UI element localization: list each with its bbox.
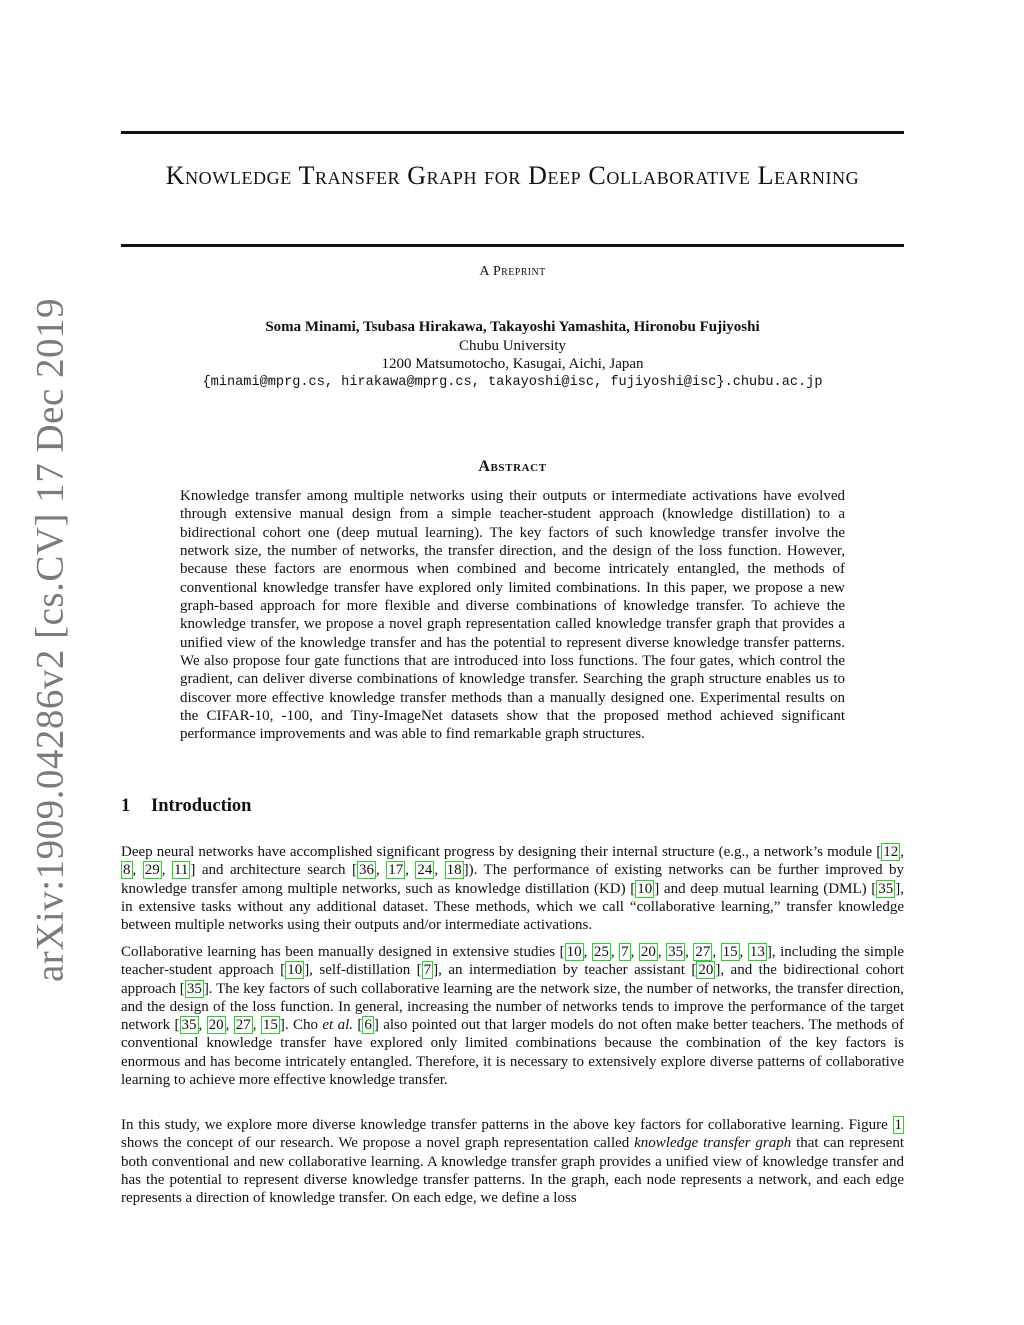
text-run: ], and the bidirectional cohort approach [ bbox=[121, 962, 904, 997]
citation-link[interactable]: 10 bbox=[566, 944, 582, 960]
citation-link[interactable]: 7 bbox=[621, 944, 629, 960]
address: 1200 Matsumotocho, Kasugai, Aichi, Japan bbox=[381, 356, 644, 372]
text-run: that can represent both conventional and new collaborative learning. A knowledge transfer graph provides a unified view of knowledge transfer and has the potential to represent diverse knowledge transfer patterns. In the graph, each node represents a network, and each edge represents a direction of knowledge transfer. On each edge, we define a loss bbox=[121, 1135, 904, 1207]
citation-link[interactable]: 35 bbox=[668, 944, 684, 960]
intro-paragraph-2: Collaborative learning has been manually designed in extensive studies [ 10 , 25 , 7 , 20 , 35 , 27 , 15 , 13 ], including the simple teacher-student approach [ 10 ], self-distillation [ 7 ], an intermediation by teacher assistant [ 20 ], and the bidirectional cohort approach [ 35 ]. The key factors of such collaborative learning are the network size, the number of networks, the transfer direction, and the design of the loss function. In general, increasing the number of networks tends to improve the performance of the target network [ 35 , 20 , 27 , 15 ]. Cho et al. [ 6 ] also pointed out that larger models do not often make better teachers. The methods of conventional knowledge transfer have explored only limited combinations because the combination of the key factors is enormous and has become intricately entangled. Therefore, it is necessary to extensively explore diverse patterns of collaborative learning to achieve more effective knowledge transfer. bbox=[121, 944, 905, 1089]
citation-link[interactable]: 27 bbox=[235, 1017, 251, 1034]
arxiv-identifier-stamp: arXiv:1909.04286v2 [cs.CV] 17 Dec 2019 bbox=[28, 297, 72, 983]
citation-link[interactable]: 13 bbox=[749, 944, 765, 960]
text-run: ] and architecture search [ bbox=[190, 862, 357, 879]
intro-paragraph-1: Deep neural networks have accomplished significant progress by designing their internal structure (e.g., a network’s module [ 12 , 8 , 29 , 11 ] and architecture search [ 36 , 17 , 24 , 18 ]). The performance of existing networks can be further improved by knowledge transfer among multiple networks, such as knowledge distillation (KD) [ 10 ] and deep mutual learning (DML) [ 35 ], in extensive tasks without any additional dataset. These methods, which we call “collaborative learning,” transfer knowledge between multiple networks using their outputs and/or intermediate activations. bbox=[121, 844, 905, 934]
citation-link[interactable]: 25 bbox=[593, 944, 609, 960]
text-run: ]. The key factors of such collaborative learning are the network size, the number of networks, the transfer direction, and the design of the loss function. In general, increasing the number of networks tends to improve the performance of the target network [ bbox=[121, 980, 904, 1034]
citation-link[interactable]: 8 bbox=[123, 862, 131, 879]
citation-link[interactable]: 36 bbox=[358, 862, 374, 879]
citation-link[interactable]: 17 bbox=[388, 862, 404, 879]
abstract-body: Knowledge transfer among multiple networks using their outputs or intermediate activations have evolved through extensive manual design from a simple teacher-student approach (knowledge distillation) to a bidirectional cohort one (deep mutual learning). The key factors of such knowledge transfer involve the network size, the number of networks, the transfer direction, and the design of the loss function. However, because these factors are enormous when combined and become intricately entangled, the methods of conventional knowledge transfer have explored only limited combinations. In this paper, we propose a new graph-based approach for more flexible and diverse combinations of knowledge transfer. To achieve the knowledge transfer, we propose a novel graph representation called knowledge transfer graph that provides a unified view of the knowledge transfer and has the potential to represent diverse knowledge transfer patterns. We also propose four gate functions that are introduced into loss functions. The four gates, which control the gradient, can deliver diverse combinations of knowledge transfer. Searching the graph structure enables us to discover more effective knowledge transfer methods than a manually designed one. Experimental results on the CIFAR-10, -100, and Tiny-ImageNet datasets show that the proposed method achieved significant performance improvements and was able to find remarkable graph structures. bbox=[180, 488, 845, 743]
text-run: [ bbox=[352, 1017, 363, 1034]
text-run: ]). The performance of existing networks can be further improved by knowledge transfer among multiple networks, such as knowledge distillation (KD) [ bbox=[121, 862, 905, 897]
affiliation: Chubu University bbox=[458, 337, 567, 354]
citation-link[interactable]: 29 bbox=[144, 862, 160, 879]
citation-link[interactable]: 24 bbox=[417, 862, 433, 879]
paper-title: Knowledge Transfer Graph for Deep Collaborative Learning bbox=[165, 161, 860, 190]
citation-link[interactable]: 15 bbox=[262, 1017, 278, 1034]
text-run: ], in extensive tasks without any additional dataset. These methods, which we call “collaborative learning,” transfer knowledge between multiple networks using their outputs and/or intermediate activations. bbox=[121, 880, 905, 934]
text-run: ]. Cho bbox=[279, 1017, 323, 1034]
emphasis-term: knowledge transfer graph bbox=[634, 1135, 792, 1152]
citation-link[interactable]: 27 bbox=[695, 944, 711, 960]
section-heading-introduction bbox=[121, 796, 251, 817]
text-run: ] and deep mutual learning (DML) [ bbox=[654, 880, 877, 897]
text-run: ], an intermediation by teacher assistant [ bbox=[433, 962, 697, 979]
preprint-label: A Preprint bbox=[479, 264, 546, 279]
text-run: ], self-distillation [ bbox=[304, 962, 422, 979]
citation-link[interactable]: 20 bbox=[698, 962, 714, 979]
figure-link[interactable]: 1 bbox=[894, 1117, 902, 1133]
text-run: shows the concept of our research. We propose a novel graph representation called bbox=[121, 1135, 635, 1152]
author-block bbox=[121, 318, 904, 392]
citation-link[interactable]: 15 bbox=[722, 944, 738, 960]
text-run: ], including the simple teacher-student approach [ bbox=[121, 944, 905, 979]
citation-link[interactable]: 35 bbox=[181, 1017, 197, 1034]
abstract-heading: Abstract bbox=[478, 458, 547, 475]
title-rule-top bbox=[121, 131, 904, 134]
citation-link[interactable]: 20 bbox=[208, 1017, 224, 1034]
title-rule-bottom bbox=[121, 244, 904, 247]
text-run: In this study, we explore more diverse knowledge transfer patterns in the above key factors for collaborative learning. Figure bbox=[121, 1117, 893, 1133]
citation-link[interactable]: 35 bbox=[878, 880, 894, 897]
intro-paragraph-3 bbox=[121, 1116, 904, 1207]
citation-link[interactable]: 35 bbox=[186, 980, 202, 997]
text-run: Collaborative learning has been manually designed in extensive studies [ bbox=[121, 944, 565, 960]
author-emails: {minami@mprg.cs, hirakawa@mprg.cs, takayoshi@isc, fujiyoshi@isc}.chubu.ac.jp bbox=[202, 374, 823, 390]
text-run: ] also pointed out that larger models do not often make better teachers. The methods of conventional knowledge transfer have explored only limited combinations because the combination of the key factors is enormous and has become intricately entangled. Therefore, it is necessary to extensively explore diverse patterns of collaborative learning to achieve more effective knowledge transfer. bbox=[121, 1017, 905, 1089]
text-run: Deep neural networks have accomplished significant progress by designing their internal structure (e.g., a network’s module [ bbox=[121, 844, 882, 860]
citation-link[interactable]: 20 bbox=[640, 944, 656, 960]
citation-link[interactable]: 10 bbox=[287, 962, 303, 979]
citation-link[interactable]: 7 bbox=[423, 962, 432, 979]
citation-link[interactable]: 6 bbox=[364, 1017, 372, 1034]
section-number: 1 bbox=[121, 796, 131, 816]
citation-link[interactable]: 11 bbox=[173, 862, 189, 879]
section-title: Introduction bbox=[151, 796, 252, 816]
citation-link[interactable]: 18 bbox=[446, 862, 462, 879]
et-al-italic: et al. bbox=[322, 1017, 353, 1034]
citation-link[interactable]: 10 bbox=[637, 880, 653, 897]
citation-link[interactable]: 12 bbox=[883, 844, 899, 860]
author-names: Soma Minami, Tsubasa Hirakawa, Takayoshi Yamashita, Hironobu Fujiyoshi bbox=[265, 319, 760, 335]
